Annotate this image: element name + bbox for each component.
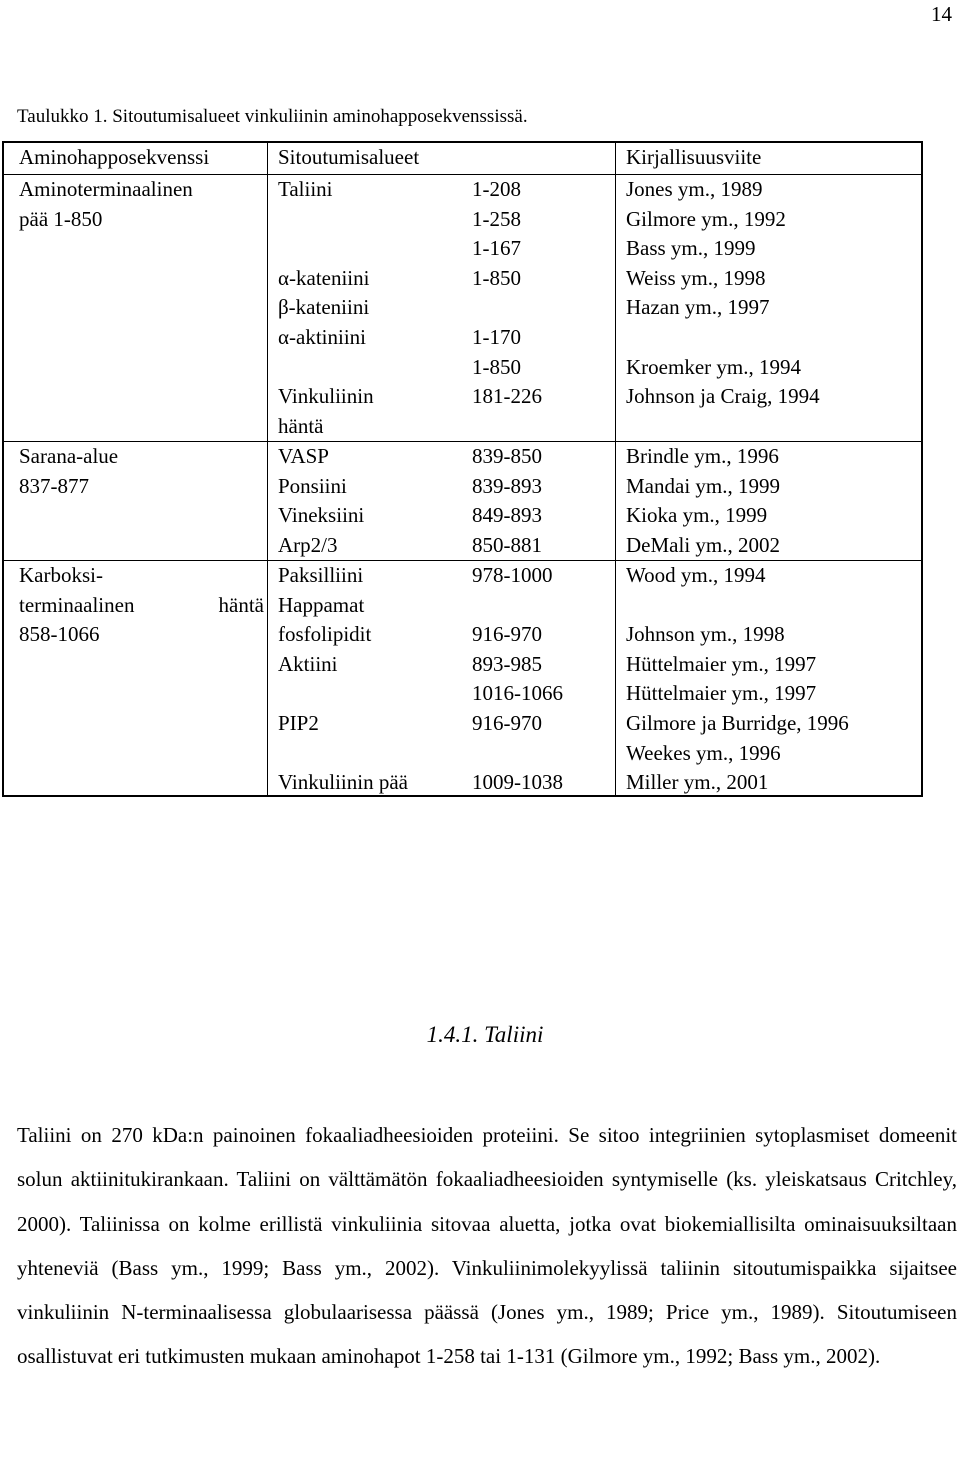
partner-cell <box>278 353 374 383</box>
section-heading <box>0 1022 960 1048</box>
reference-cell: Weiss ym., 1998 <box>626 265 766 290</box>
range-cell: 839-893 <box>472 473 542 498</box>
reference-cell: Miller ym., 2001 <box>626 770 769 795</box>
range-cell: 1-850 <box>472 354 521 379</box>
page-number: 14 <box>931 2 952 26</box>
binding-sites-table <box>2 141 923 797</box>
header-sequence: Aminohapposekvenssi <box>19 145 210 169</box>
reference-cell <box>626 412 820 442</box>
range-cell: 1-170 <box>472 324 521 349</box>
partner-cell: α-kateniini <box>278 265 370 290</box>
range-cell: 916-970 <box>472 710 542 735</box>
partner-cell <box>278 234 374 264</box>
range-cell: 1-208 <box>472 177 521 201</box>
reference-cell: DeMali ym., 2002 <box>626 532 780 557</box>
reference-cell: Kioka ym., 1999 <box>626 503 768 528</box>
reference-cell: Kroemker ym., 1994 <box>626 354 801 379</box>
partner-cell: Paksilliini <box>278 563 364 587</box>
reference-cell: Wood ym., 1994 <box>626 563 766 587</box>
partner-cell: Vineksiini <box>278 503 365 528</box>
header-binding: Sitoutumisalueet <box>278 145 420 169</box>
reference-cell: Hüttelmaier ym., 1997 <box>626 681 817 706</box>
range-cell: 181-226 <box>472 384 542 409</box>
table-rule <box>615 143 616 795</box>
header-reference: Kirjallisuusviite <box>626 145 762 169</box>
region-label-line: Sarana-alue <box>19 444 119 468</box>
partner-cell: VASP <box>278 444 329 468</box>
partner-column <box>278 442 364 560</box>
table-rule <box>267 143 268 795</box>
reference-cell: Johnson ja Craig, 1994 <box>626 384 820 409</box>
reference-column <box>626 442 780 560</box>
range-cell <box>472 591 563 621</box>
reference-cell: Bass ym., 1999 <box>626 236 756 261</box>
partner-cell: Arp2/3 <box>278 532 338 557</box>
range-column <box>472 175 542 441</box>
range-cell: 893-985 <box>472 651 542 676</box>
body-paragraph: Taliini on 270 kDa:n painoinen fokaaliadheesioiden proteiini. Se sitoo integriinien sytoplasmiset domeenit solun aktiinitukirankaan. Taliini on välttämätön fokaaliadheesioiden syntymiselle (ks. yleiskatsaus Critchley, 2000). Taliinissa on kolme erillistä vinkuliinia sitovaa aluetta, jotka ovat biokemiallisilta ominaisuuksiltaan yhteneviä (Bass ym., 1999; Bass ym., 2002). Vinkuliinimolekyylissä taliinin sitoutumispaikka sijaitsee vinkuliinin N-terminaalisessa globulaarisessa päässä (Jones ym., 1989; Price ym., 1989). Sitoutumiseen osallistuvat eri tutkimusten mukaan aminohapot 1-258 tai 1-131 (Gilmore ym., 1992; Bass ym., 2002). <box>17 1123 957 1369</box>
range-cell: 850-881 <box>472 532 542 557</box>
reference-cell <box>626 591 849 621</box>
section-heading-text: 1.4.1. Taliini <box>426 1022 544 1047</box>
reference-column <box>626 175 820 441</box>
partner-cell <box>278 679 408 709</box>
range-cell: 978-1000 <box>472 563 553 587</box>
partner-cell: PIP2 <box>278 710 319 735</box>
partner-cell: Aktiini <box>278 651 338 676</box>
region-label-line: 837-877 <box>19 473 89 498</box>
range-cell <box>472 293 542 323</box>
reference-cell: Mandai ym., 1999 <box>626 473 780 498</box>
region-label-amino <box>19 175 264 234</box>
reference-cell: Hazan ym., 1997 <box>626 295 770 320</box>
region-label-hinge <box>19 442 264 501</box>
partner-column <box>278 175 374 441</box>
region-label-line: pää 1-850 <box>19 206 103 231</box>
partner-cell: Vinkuliinin <box>278 384 374 409</box>
reference-cell: Brindle ym., 1996 <box>626 444 779 468</box>
range-cell: 849-893 <box>472 503 542 528</box>
region-label-line: Karboksi- <box>19 563 103 587</box>
partner-cell: fosfolipidit <box>278 622 372 647</box>
table-caption: Taulukko 1. Sitoutumisalueet vinkuliinin aminohapposekvenssissä. <box>17 106 528 127</box>
region-label-line: 858-1066 <box>19 622 100 647</box>
partner-cell: häntä <box>278 413 324 438</box>
partner-cell: Ponsiini <box>278 473 347 498</box>
partner-column <box>278 561 408 798</box>
range-cell <box>472 739 563 769</box>
partner-cell: β-kateniini <box>278 295 370 320</box>
range-cell: 839-850 <box>472 444 542 468</box>
range-cell: 1-850 <box>472 265 521 290</box>
reference-cell: Gilmore ym., 1992 <box>626 206 786 231</box>
partner-cell: Vinkuliinin pää <box>278 770 408 795</box>
partner-cell <box>278 739 408 769</box>
partner-cell: Taliini <box>278 177 333 201</box>
region-label-word: terminaalinen <box>19 592 135 617</box>
partner-cell: Happamat <box>278 592 365 617</box>
reference-cell: Hüttelmaier ym., 1997 <box>626 651 817 676</box>
region-label-carboxy <box>19 561 264 650</box>
range-column <box>472 561 563 798</box>
range-cell: 1-258 <box>472 206 521 231</box>
region-label-word: häntä <box>218 592 264 617</box>
region-label-line: Aminoterminaalinen <box>19 177 193 201</box>
reference-cell: Weekes ym., 1996 <box>626 740 781 765</box>
region-label-line <box>19 591 264 621</box>
reference-column <box>626 561 849 798</box>
range-cell: 1-167 <box>472 236 521 261</box>
range-cell <box>472 412 542 442</box>
partner-cell: α-aktiniini <box>278 324 366 349</box>
range-cell: 916-970 <box>472 622 542 647</box>
partner-cell <box>278 205 374 235</box>
reference-cell: Jones ym., 1989 <box>626 177 763 201</box>
range-cell: 1009-1038 <box>472 770 563 795</box>
reference-cell: Johnson ym., 1998 <box>626 622 785 647</box>
reference-cell: Gilmore ja Burridge, 1996 <box>626 710 849 735</box>
range-cell: 1016-1066 <box>472 681 563 706</box>
range-column <box>472 442 542 560</box>
reference-cell <box>626 323 820 353</box>
